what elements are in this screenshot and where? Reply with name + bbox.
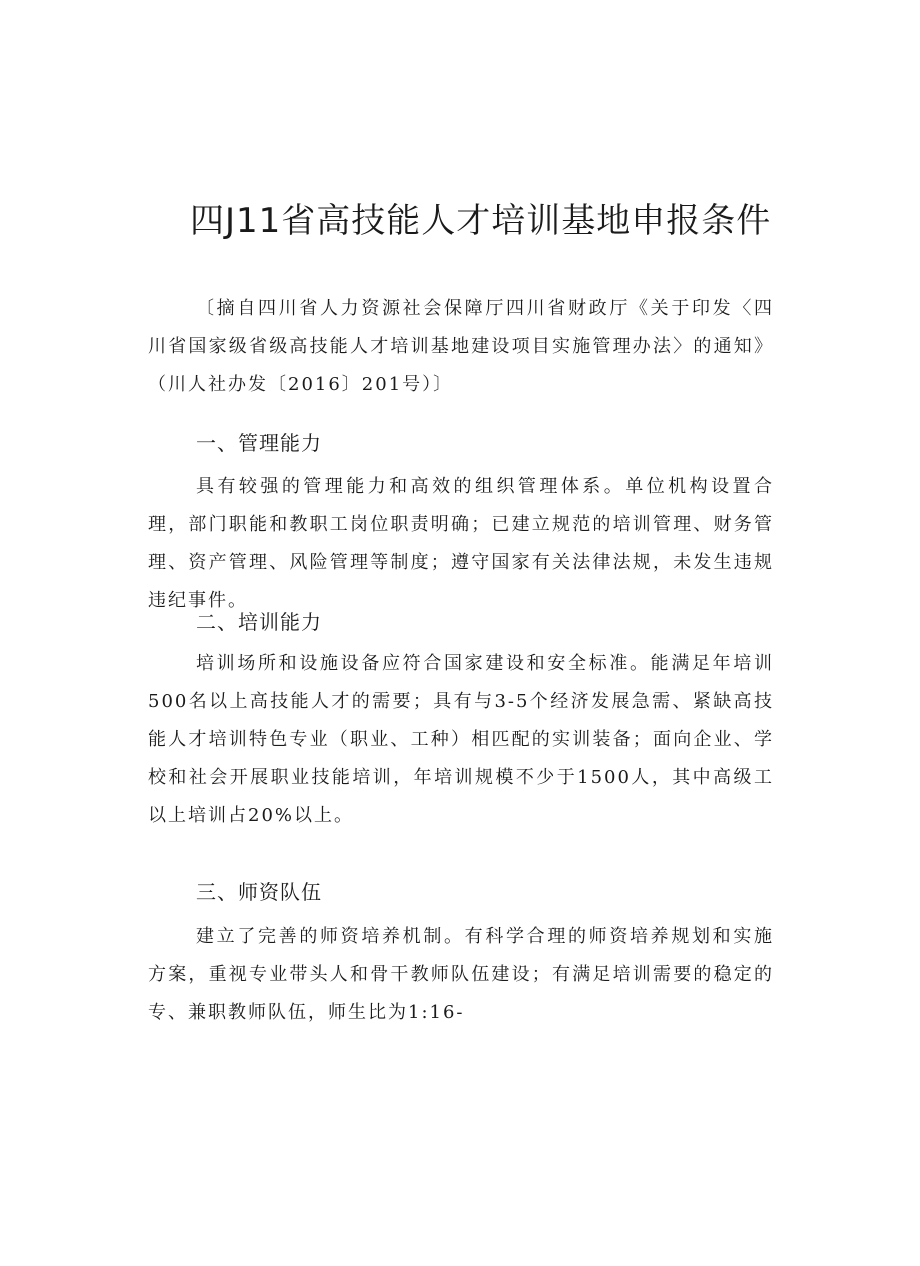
section-heading-management: 一、管理能力 <box>196 431 322 455</box>
source-note: 〔摘自四川省人力资源社会保障厅四川省财政厅《关于印发〈四川省国家级省级高技能人才培训基地建设项目实施管理办法〉的通知》（川人社办发〔2016〕201号）〕 <box>148 298 774 395</box>
document-title: 四J11省高技能人才培训基地申报条件 <box>190 201 772 241</box>
section-heading-training: 二、培训能力 <box>196 610 322 634</box>
section-body-faculty: 建立了完善的师资培养机制。有科学合理的师资培养规划和实施方案，重视专业带头人和骨干教师队伍建设；有满足培训需要的稳定的专、兼职教师队伍，师生比为1:16- <box>148 926 774 1023</box>
section-heading-faculty: 三、师资队伍 <box>196 880 322 904</box>
section-body-training: 培训场所和设施设备应符合国家建设和安全标准。能满足年培训500名以上高技能人才的需要；具有与3-5个经济发展急需、紧缺高技能人才培训特色专业（职业、工种）相匹配的实训装备；面向企业、学校和社会开展职业技能培训，年培训规模不少于1500人，其中高级工以上培训占20%以上。 <box>148 653 774 826</box>
section-body-management: 具有较强的管理能力和高效的组织管理体系。单位机构设置合理，部门职能和教职工岗位职责明确；已建立规范的培训管理、财务管理、资产管理、风险管理等制度；遵守国家有关法律法规，未发生违规违纪事件。 <box>148 476 774 611</box>
